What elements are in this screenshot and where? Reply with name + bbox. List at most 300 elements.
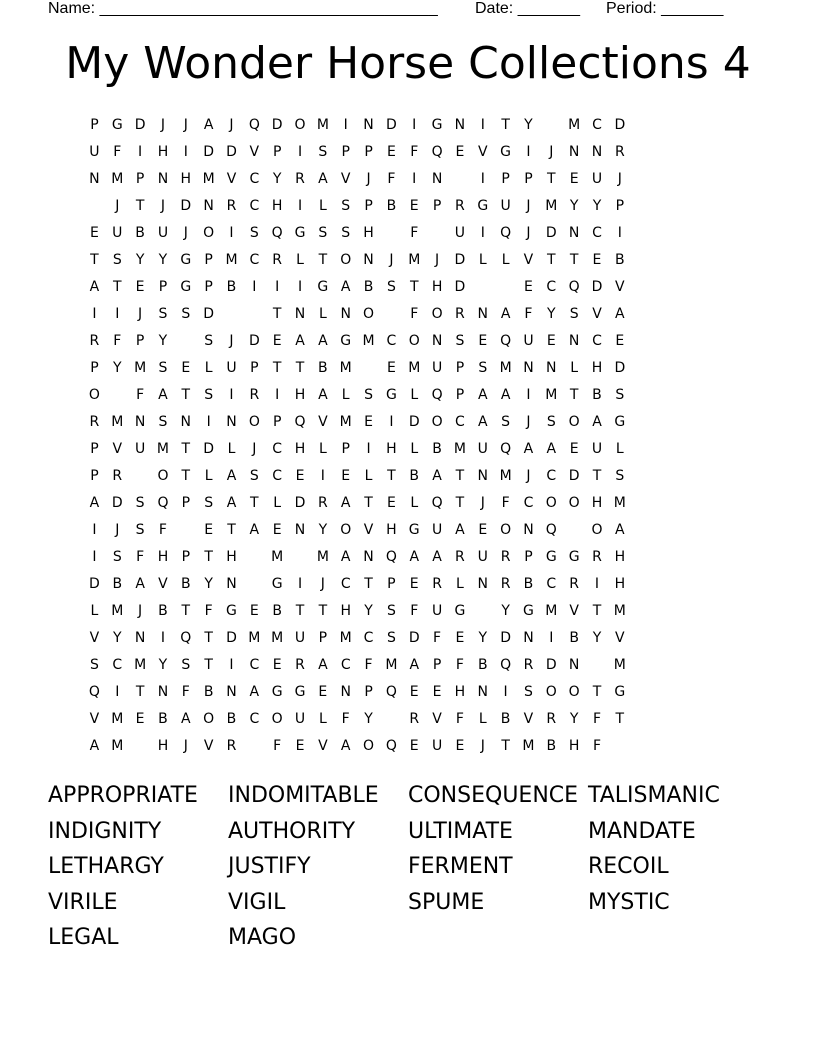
grid-cell[interactable]: C: [592, 117, 602, 133]
grid-cell[interactable]: P: [135, 171, 145, 187]
grid-cell[interactable]: T: [364, 576, 373, 592]
grid-cell[interactable]: G: [408, 522, 420, 538]
grid-cell[interactable]: C: [272, 441, 283, 457]
grid-cell[interactable]: N: [226, 684, 237, 700]
grid-cell[interactable]: A: [226, 468, 237, 484]
grid-cell[interactable]: F: [364, 657, 373, 673]
grid-cell[interactable]: D: [545, 657, 557, 673]
grid-cell[interactable]: V: [363, 522, 374, 538]
grid-cell[interactable]: I: [480, 117, 485, 133]
grid-cell[interactable]: P: [364, 144, 373, 160]
grid-cell[interactable]: D: [89, 576, 100, 592]
grid-cell[interactable]: M: [453, 441, 466, 457]
grid-cell[interactable]: S: [386, 279, 396, 295]
grid-cell[interactable]: N: [477, 306, 488, 322]
grid-cell[interactable]: I: [412, 117, 417, 133]
grid-cell[interactable]: C: [249, 711, 260, 727]
grid-cell[interactable]: U: [454, 225, 466, 241]
grid-cell[interactable]: M: [156, 441, 169, 457]
grid-cell[interactable]: O: [157, 468, 169, 484]
grid-cell[interactable]: R: [500, 549, 511, 565]
grid-cell[interactable]: H: [294, 387, 306, 403]
grid-cell[interactable]: [449, 166, 472, 193]
grid-cell[interactable]: T: [592, 603, 602, 619]
grid-cell[interactable]: O: [203, 711, 215, 727]
grid-cell[interactable]: Y: [135, 252, 145, 268]
grid-cell[interactable]: I: [92, 549, 97, 565]
grid-cell[interactable]: A: [89, 495, 100, 511]
grid-cell[interactable]: C: [455, 414, 465, 430]
grid-cell[interactable]: J: [229, 333, 234, 349]
grid-cell[interactable]: N: [363, 117, 374, 133]
grid-cell[interactable]: G: [317, 279, 329, 295]
grid-cell[interactable]: R: [295, 171, 305, 187]
grid-cell[interactable]: S: [386, 603, 396, 619]
grid-cell[interactable]: U: [431, 522, 443, 538]
grid-cell[interactable]: V: [477, 144, 488, 160]
grid-cell[interactable]: Q: [180, 630, 192, 646]
grid-cell[interactable]: [243, 571, 266, 598]
grid-cell[interactable]: Y: [592, 630, 602, 646]
grid-cell[interactable]: Y: [569, 711, 579, 727]
grid-cell[interactable]: R: [614, 144, 625, 160]
grid-cell[interactable]: I: [503, 684, 508, 700]
grid-cell[interactable]: R: [432, 576, 442, 592]
grid-cell[interactable]: Y: [112, 630, 122, 646]
grid-cell[interactable]: R: [592, 549, 602, 565]
grid-cell[interactable]: M: [271, 630, 284, 646]
grid-cell[interactable]: I: [115, 306, 120, 322]
grid-cell[interactable]: M: [362, 333, 375, 349]
grid-cell[interactable]: R: [272, 252, 283, 268]
grid-cell[interactable]: O: [88, 387, 100, 403]
grid-cell[interactable]: J: [480, 738, 485, 754]
grid-cell[interactable]: E: [524, 279, 533, 295]
grid-cell[interactable]: T: [135, 198, 145, 214]
grid-cell[interactable]: T: [181, 603, 191, 619]
grid-cell[interactable]: G: [294, 684, 306, 700]
grid-cell[interactable]: G: [431, 117, 443, 133]
grid-cell[interactable]: Q: [385, 684, 397, 700]
grid-cell[interactable]: H: [226, 549, 237, 565]
grid-cell[interactable]: P: [318, 630, 328, 646]
grid-cell[interactable]: [380, 706, 403, 733]
grid-cell[interactable]: D: [591, 279, 603, 295]
grid-cell[interactable]: C: [363, 630, 374, 646]
grid-cell[interactable]: J: [617, 171, 622, 187]
grid-cell[interactable]: [129, 463, 152, 490]
grid-cell[interactable]: N: [294, 522, 306, 538]
grid-cell[interactable]: E: [295, 468, 305, 484]
grid-cell[interactable]: S: [135, 522, 145, 538]
grid-cell[interactable]: V: [615, 630, 625, 646]
grid-cell[interactable]: [540, 112, 563, 139]
grid-cell[interactable]: I: [480, 171, 485, 187]
grid-cell[interactable]: Y: [364, 603, 373, 619]
grid-cell[interactable]: B: [409, 468, 420, 484]
grid-cell[interactable]: H: [568, 738, 580, 754]
grid-cell[interactable]: N: [568, 144, 580, 160]
grid-cell[interactable]: G: [477, 198, 489, 214]
grid-cell[interactable]: V: [89, 630, 100, 646]
grid-cell[interactable]: D: [386, 117, 397, 133]
grid-cell[interactable]: L: [204, 468, 213, 484]
grid-cell[interactable]: G: [180, 279, 192, 295]
grid-cell[interactable]: U: [431, 603, 443, 619]
grid-cell[interactable]: N: [134, 414, 146, 430]
grid-cell[interactable]: G: [568, 549, 580, 565]
grid-cell[interactable]: T: [204, 657, 213, 673]
grid-cell[interactable]: R: [409, 711, 420, 727]
grid-cell[interactable]: F: [410, 306, 419, 322]
grid-cell[interactable]: F: [592, 738, 602, 754]
grid-cell[interactable]: M: [111, 738, 124, 754]
grid-cell[interactable]: I: [252, 279, 257, 295]
grid-cell[interactable]: N: [431, 333, 443, 349]
grid-cell[interactable]: A: [615, 306, 625, 322]
grid-cell[interactable]: Y: [547, 306, 556, 322]
grid-cell[interactable]: D: [180, 198, 192, 214]
grid-cell[interactable]: S: [135, 495, 145, 511]
grid-cell[interactable]: U: [112, 225, 123, 241]
grid-cell[interactable]: T: [592, 468, 602, 484]
grid-cell[interactable]: T: [547, 252, 556, 268]
grid-cell[interactable]: G: [500, 144, 512, 160]
grid-cell[interactable]: M: [111, 711, 124, 727]
grid-cell[interactable]: Q: [385, 549, 397, 565]
grid-cell[interactable]: E: [272, 333, 282, 349]
grid-cell[interactable]: S: [204, 495, 214, 511]
grid-cell[interactable]: T: [295, 360, 305, 376]
grid-cell[interactable]: U: [294, 630, 306, 646]
grid-cell[interactable]: T: [181, 468, 191, 484]
grid-cell[interactable]: E: [272, 657, 282, 673]
grid-cell[interactable]: J: [160, 198, 166, 214]
grid-cell[interactable]: O: [294, 117, 306, 133]
grid-cell[interactable]: A: [295, 333, 305, 349]
grid-cell[interactable]: B: [226, 711, 237, 727]
grid-cell[interactable]: V: [249, 144, 260, 160]
grid-cell[interactable]: [380, 301, 403, 328]
grid-cell[interactable]: E: [478, 522, 488, 538]
grid-cell[interactable]: T: [569, 387, 579, 403]
grid-cell[interactable]: I: [229, 225, 234, 241]
grid-cell[interactable]: A: [340, 738, 351, 754]
grid-cell[interactable]: J: [389, 252, 394, 268]
grid-cell[interactable]: H: [614, 576, 626, 592]
grid-cell[interactable]: J: [526, 225, 531, 241]
grid-cell[interactable]: V: [523, 252, 534, 268]
grid-cell[interactable]: A: [432, 549, 442, 565]
grid-cell[interactable]: R: [523, 657, 534, 673]
grid-cell[interactable]: M: [339, 360, 352, 376]
grid-cell[interactable]: S: [386, 630, 396, 646]
grid-cell[interactable]: L: [318, 306, 327, 322]
grid-cell[interactable]: D: [454, 252, 466, 268]
grid-cell[interactable]: P: [158, 279, 168, 295]
grid-cell[interactable]: T: [547, 171, 556, 187]
grid-cell[interactable]: P: [272, 144, 282, 160]
grid-cell[interactable]: S: [181, 657, 191, 673]
grid-cell[interactable]: Q: [157, 495, 169, 511]
grid-cell[interactable]: N: [477, 684, 488, 700]
grid-cell[interactable]: E: [89, 225, 99, 241]
grid-cell[interactable]: Q: [271, 225, 283, 241]
grid-cell[interactable]: D: [408, 630, 420, 646]
grid-cell[interactable]: L: [478, 711, 487, 727]
grid-cell[interactable]: U: [89, 144, 100, 160]
grid-cell[interactable]: O: [271, 711, 283, 727]
grid-cell[interactable]: U: [431, 738, 443, 754]
grid-cell[interactable]: J: [366, 171, 371, 187]
grid-cell[interactable]: F: [158, 522, 167, 538]
grid-cell[interactable]: J: [435, 252, 440, 268]
grid-cell[interactable]: N: [363, 549, 374, 565]
grid-cell[interactable]: E: [569, 171, 579, 187]
grid-cell[interactable]: I: [617, 225, 622, 241]
date-field[interactable]: Date: _______: [475, 0, 580, 17]
grid-cell[interactable]: L: [273, 495, 282, 511]
grid-cell[interactable]: B: [158, 603, 168, 619]
grid-cell[interactable]: O: [248, 414, 260, 430]
grid-cell[interactable]: N: [226, 414, 237, 430]
grid-cell[interactable]: D: [545, 225, 557, 241]
grid-cell[interactable]: H: [363, 225, 374, 241]
grid-cell[interactable]: S: [112, 252, 122, 268]
grid-cell[interactable]: I: [480, 225, 485, 241]
grid-cell[interactable]: S: [341, 198, 351, 214]
grid-cell[interactable]: C: [340, 657, 351, 673]
grid-cell[interactable]: R: [226, 738, 237, 754]
grid-cell[interactable]: E: [546, 333, 556, 349]
grid-cell[interactable]: T: [569, 252, 579, 268]
grid-cell[interactable]: I: [320, 468, 325, 484]
grid-cell[interactable]: B: [523, 576, 534, 592]
grid-cell[interactable]: [426, 220, 449, 247]
grid-cell[interactable]: O: [340, 522, 352, 538]
grid-cell[interactable]: V: [569, 603, 579, 619]
grid-cell[interactable]: F: [410, 144, 419, 160]
grid-cell[interactable]: A: [249, 684, 260, 700]
grid-cell[interactable]: C: [592, 225, 602, 241]
grid-cell[interactable]: Y: [569, 198, 579, 214]
grid-cell[interactable]: I: [526, 387, 531, 403]
grid-cell[interactable]: Q: [500, 657, 512, 673]
grid-cell[interactable]: Y: [204, 576, 213, 592]
grid-cell[interactable]: M: [339, 630, 352, 646]
grid-cell[interactable]: Y: [501, 603, 510, 619]
grid-cell[interactable]: J: [138, 603, 143, 619]
grid-cell[interactable]: F: [455, 657, 464, 673]
grid-cell[interactable]: A: [500, 387, 511, 403]
grid-cell[interactable]: U: [431, 360, 443, 376]
grid-cell[interactable]: L: [296, 252, 304, 268]
grid-cell[interactable]: [289, 544, 312, 571]
grid-cell[interactable]: A: [409, 657, 420, 673]
grid-cell[interactable]: H: [386, 441, 397, 457]
grid-cell[interactable]: M: [568, 117, 581, 133]
grid-cell[interactable]: N: [157, 171, 169, 187]
grid-cell[interactable]: E: [135, 279, 145, 295]
grid-cell[interactable]: M: [408, 252, 421, 268]
grid-cell[interactable]: H: [157, 549, 169, 565]
grid-cell[interactable]: N: [454, 117, 466, 133]
grid-cell[interactable]: A: [158, 387, 168, 403]
grid-cell[interactable]: A: [340, 495, 351, 511]
grid-cell[interactable]: O: [203, 225, 215, 241]
grid-cell[interactable]: I: [366, 441, 371, 457]
grid-cell[interactable]: T: [204, 549, 213, 565]
grid-cell[interactable]: F: [524, 306, 533, 322]
grid-cell[interactable]: P: [90, 441, 99, 457]
grid-cell[interactable]: I: [297, 576, 303, 592]
grid-cell[interactable]: A: [203, 117, 214, 133]
grid-cell[interactable]: Q: [248, 117, 260, 133]
grid-cell[interactable]: M: [202, 171, 215, 187]
grid-cell[interactable]: L: [318, 198, 327, 214]
grid-cell[interactable]: C: [249, 252, 260, 268]
grid-cell[interactable]: I: [206, 414, 211, 430]
grid-cell[interactable]: O: [591, 522, 603, 538]
grid-cell[interactable]: L: [318, 441, 327, 457]
grid-cell[interactable]: B: [477, 657, 488, 673]
grid-cell[interactable]: M: [134, 657, 147, 673]
grid-cell[interactable]: V: [318, 738, 328, 754]
grid-cell[interactable]: N: [340, 306, 351, 322]
grid-cell[interactable]: N: [180, 414, 192, 430]
grid-cell[interactable]: Q: [431, 144, 443, 160]
grid-cell[interactable]: B: [203, 684, 214, 700]
grid-cell[interactable]: P: [524, 549, 533, 565]
grid-cell[interactable]: N: [523, 630, 534, 646]
grid-cell[interactable]: V: [89, 711, 100, 727]
grid-cell[interactable]: R: [249, 387, 260, 403]
grid-cell[interactable]: M: [522, 738, 535, 754]
grid-cell[interactable]: D: [203, 441, 215, 457]
grid-cell[interactable]: [357, 355, 380, 382]
grid-cell[interactable]: E: [409, 576, 419, 592]
grid-cell[interactable]: B: [112, 576, 123, 592]
grid-cell[interactable]: M: [134, 360, 147, 376]
grid-cell[interactable]: T: [364, 495, 373, 511]
grid-cell[interactable]: E: [455, 144, 465, 160]
grid-cell[interactable]: B: [500, 711, 511, 727]
grid-cell[interactable]: N: [89, 171, 100, 187]
grid-cell[interactable]: M: [111, 603, 124, 619]
grid-cell[interactable]: F: [113, 333, 122, 349]
grid-cell[interactable]: B: [386, 198, 397, 214]
grid-cell[interactable]: H: [614, 549, 626, 565]
grid-cell[interactable]: L: [227, 441, 236, 457]
grid-cell[interactable]: T: [181, 387, 191, 403]
grid-cell[interactable]: P: [615, 198, 625, 214]
grid-cell[interactable]: V: [318, 414, 328, 430]
grid-cell[interactable]: S: [615, 387, 625, 403]
grid-cell[interactable]: U: [477, 549, 488, 565]
grid-cell[interactable]: V: [112, 441, 123, 457]
grid-cell[interactable]: R: [500, 576, 511, 592]
grid-cell[interactable]: P: [204, 279, 213, 295]
grid-cell[interactable]: J: [183, 738, 188, 754]
grid-cell[interactable]: P: [364, 684, 373, 700]
grid-cell[interactable]: [243, 544, 266, 571]
grid-cell[interactable]: Y: [524, 117, 533, 133]
grid-cell[interactable]: [243, 301, 266, 328]
grid-cell[interactable]: R: [89, 414, 100, 430]
grid-cell[interactable]: S: [524, 684, 533, 700]
grid-cell[interactable]: T: [272, 306, 282, 322]
grid-cell[interactable]: D: [614, 360, 626, 376]
grid-cell[interactable]: T: [318, 252, 328, 268]
grid-cell[interactable]: T: [295, 603, 305, 619]
grid-cell[interactable]: A: [340, 549, 351, 565]
grid-cell[interactable]: I: [229, 657, 234, 673]
grid-cell[interactable]: U: [226, 360, 237, 376]
grid-cell[interactable]: L: [615, 441, 624, 457]
grid-cell[interactable]: E: [409, 198, 419, 214]
grid-cell[interactable]: H: [431, 279, 443, 295]
grid-cell[interactable]: M: [316, 549, 329, 565]
grid-cell[interactable]: O: [340, 252, 352, 268]
grid-cell[interactable]: I: [526, 144, 531, 160]
grid-cell[interactable]: T: [318, 603, 328, 619]
grid-cell[interactable]: U: [591, 171, 603, 187]
grid-cell[interactable]: F: [136, 387, 145, 403]
grid-cell[interactable]: D: [614, 117, 626, 133]
grid-cell[interactable]: S: [249, 468, 259, 484]
grid-cell[interactable]: M: [408, 360, 421, 376]
grid-cell[interactable]: J: [138, 306, 143, 322]
grid-cell[interactable]: O: [568, 414, 580, 430]
grid-cell[interactable]: B: [615, 252, 625, 268]
grid-cell[interactable]: S: [364, 387, 373, 403]
grid-cell[interactable]: M: [613, 657, 626, 673]
grid-cell[interactable]: C: [546, 576, 557, 592]
grid-cell[interactable]: D: [226, 630, 237, 646]
grid-cell[interactable]: C: [340, 576, 351, 592]
grid-cell[interactable]: S: [478, 360, 488, 376]
grid-cell[interactable]: A: [318, 657, 328, 673]
grid-cell[interactable]: M: [225, 252, 238, 268]
grid-cell[interactable]: U: [294, 711, 306, 727]
grid-cell[interactable]: B: [226, 279, 237, 295]
grid-cell[interactable]: D: [568, 468, 580, 484]
grid-cell[interactable]: P: [432, 198, 442, 214]
grid-cell[interactable]: S: [158, 360, 168, 376]
grid-cell[interactable]: G: [271, 684, 283, 700]
grid-cell[interactable]: T: [501, 738, 510, 754]
grid-cell[interactable]: N: [568, 657, 580, 673]
grid-cell[interactable]: [129, 733, 152, 760]
grid-cell[interactable]: F: [501, 495, 510, 511]
grid-cell[interactable]: V: [615, 279, 625, 295]
grid-cell[interactable]: D: [454, 279, 466, 295]
grid-cell[interactable]: G: [614, 684, 626, 700]
grid-cell[interactable]: [471, 274, 494, 301]
grid-cell[interactable]: I: [389, 414, 394, 430]
grid-cell[interactable]: C: [546, 279, 557, 295]
grid-cell[interactable]: J: [526, 468, 531, 484]
grid-cell[interactable]: L: [90, 603, 99, 619]
grid-cell[interactable]: H: [340, 603, 351, 619]
grid-cell[interactable]: F: [433, 630, 442, 646]
grid-cell[interactable]: M: [271, 549, 284, 565]
grid-cell[interactable]: P: [90, 468, 99, 484]
grid-cell[interactable]: M: [499, 360, 512, 376]
grid-cell[interactable]: I: [275, 387, 280, 403]
grid-cell[interactable]: R: [317, 495, 328, 511]
grid-cell[interactable]: F: [204, 603, 213, 619]
